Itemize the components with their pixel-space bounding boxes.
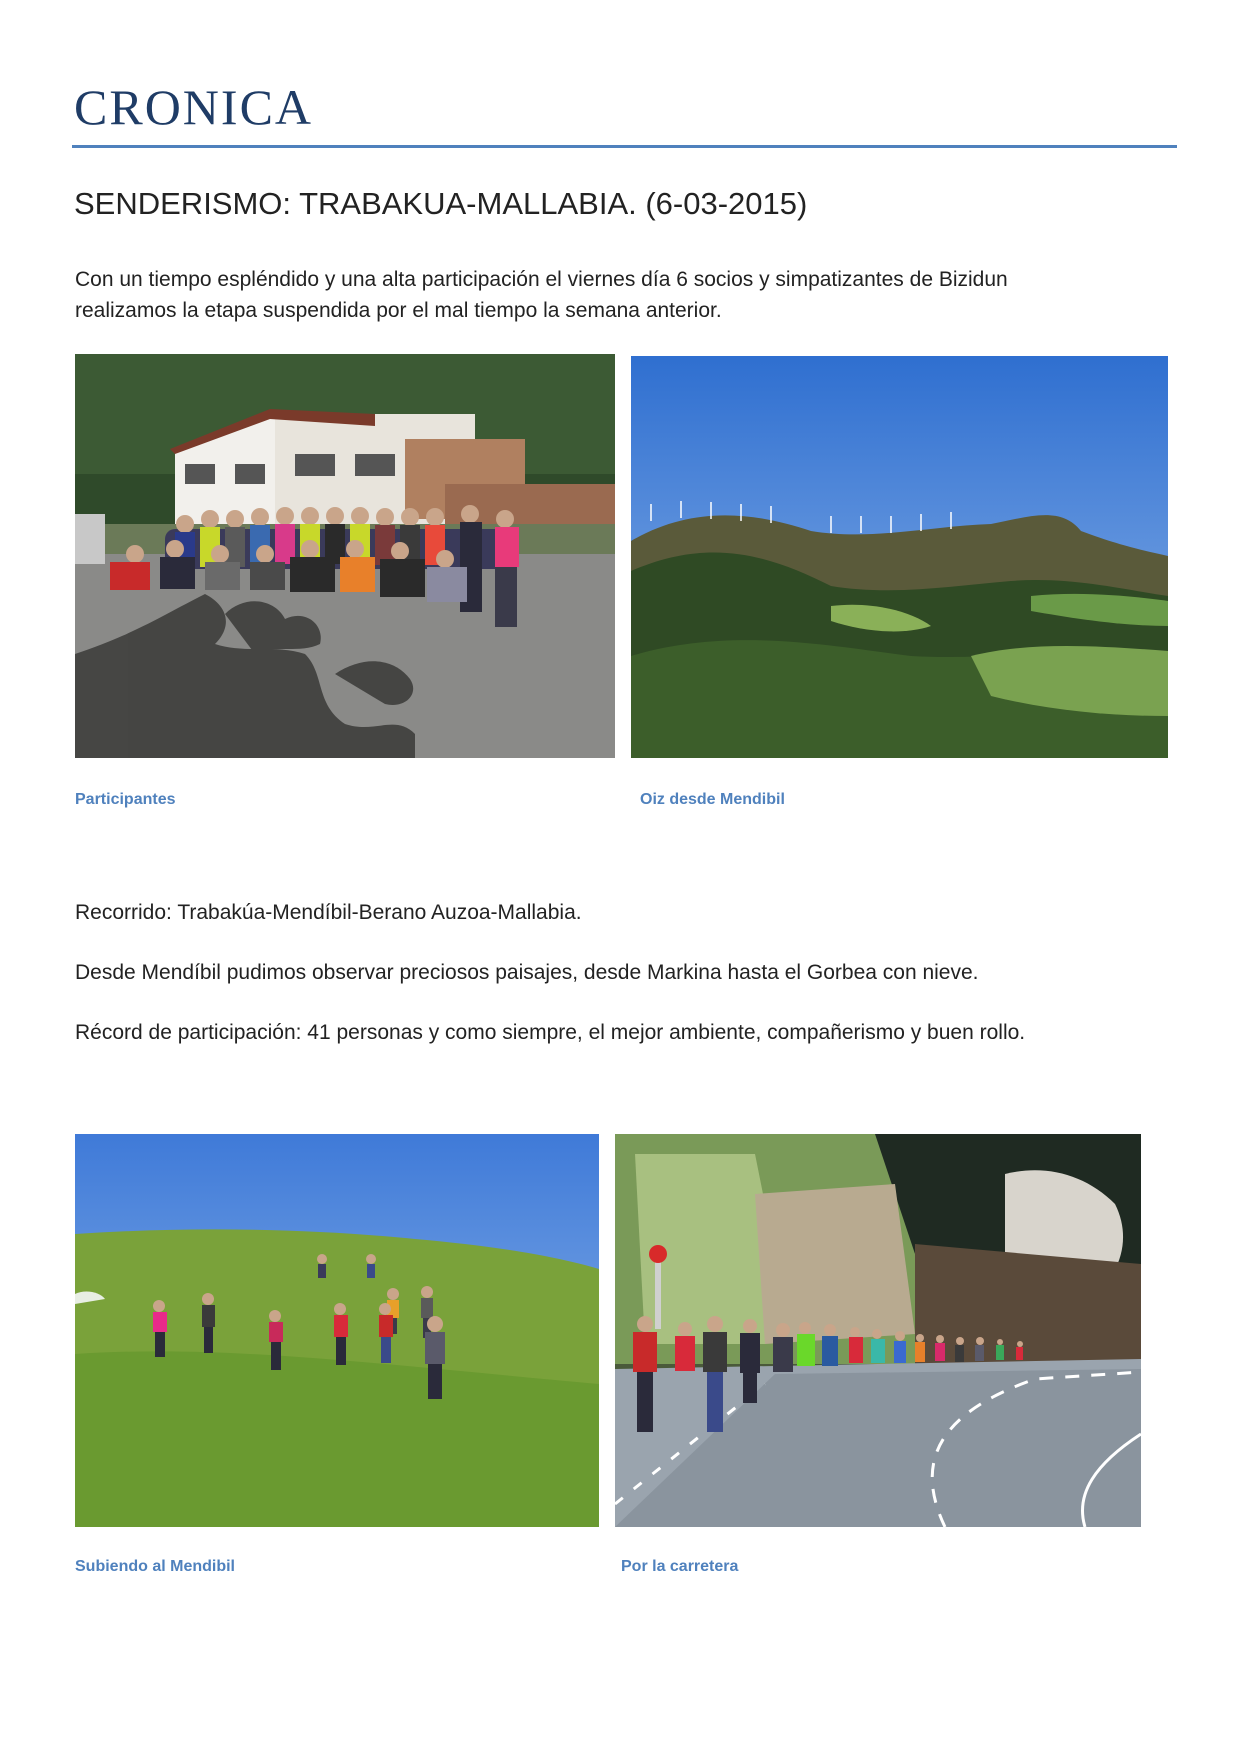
page-title: CRONICA (74, 79, 314, 135)
record-text: Récord de participación: 41 personas y como siempre, el mejor ambiente, compañerismo y buen rollo. (75, 1021, 1026, 1044)
photo-por-la-carretera (615, 1134, 1141, 1527)
article-subtitle: SENDERISMO: TRABAKUA-MALLABIA. (6-03-2015) (74, 186, 808, 221)
caption-subiendo-al-mendibil: Subiendo al Mendibil (75, 1558, 235, 1575)
caption-por-la-carretera: Por la carretera (621, 1558, 739, 1575)
paisajes-text: Desde Mendíbil pudimos observar preciosos paisajes, desde Markina hasta el Gorbea con nieve. (75, 961, 979, 984)
photo-oiz-desde-mendibil (631, 356, 1168, 758)
title-divider (72, 145, 1177, 148)
photo-participantes (75, 354, 615, 758)
recorrido-text: Recorrido: Trabakúa-Mendíbil-Berano Auzoa-Mallabia. (75, 901, 582, 924)
intro-line-2: realizamos la etapa suspendida por el mal tiempo la semana anterior. (75, 299, 722, 322)
photo-subiendo-al-mendibil (75, 1134, 599, 1527)
caption-participantes: Participantes (75, 791, 176, 808)
intro-line-1: Con un tiempo espléndido y una alta participación el viernes día 6 socios y simpatizantes de Bizidun (75, 268, 1008, 291)
caption-oiz-desde-mendibil: Oiz desde Mendibil (640, 791, 785, 808)
